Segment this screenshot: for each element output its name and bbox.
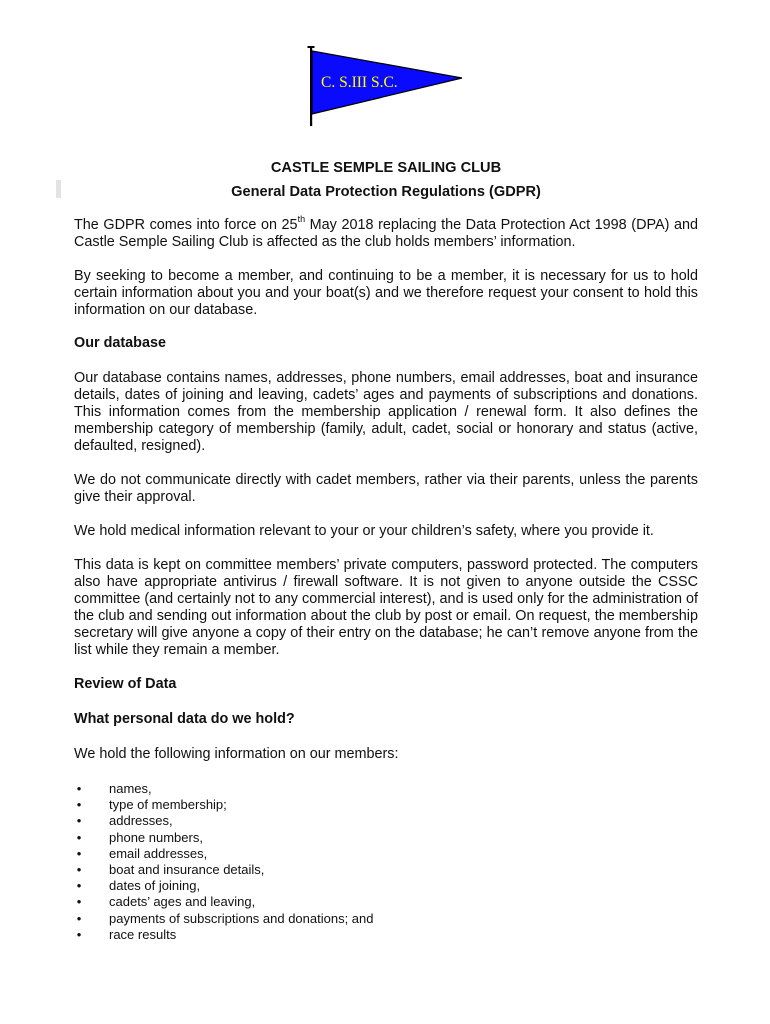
list-item: [74, 781, 698, 797]
list-item-text: email addresses,: [109, 845, 208, 861]
list-item: [74, 862, 698, 878]
list-item: [74, 927, 698, 943]
list-lead-text: We hold the following information on our members:: [74, 746, 399, 762]
bullet-icon: •: [76, 829, 82, 845]
held-data-list: [74, 781, 698, 943]
bullet-icon: •: [76, 878, 82, 894]
list-item-text: boat and insurance details,: [109, 862, 265, 878]
intro-paragraph-2: By seeking to become a member, and continuing to be a member, it is necessary for us to hold certain information about you and your boat(s) and we therefore request your consent to hold this information on our database.: [74, 268, 698, 318]
bullet-icon: •: [76, 845, 82, 861]
flag-lettering: C. S.III S.C.: [321, 74, 398, 91]
database-paragraph-4: This data is kept on committee members’ private computers, password protected. The computers also have appropriate antivirus / firewall software. It is not given to anyone outside the CSSC committee (and certainly not to any commercial interest), and is used only for the administration of the club and sending out information about the club by post or email. On request, the membership secretary will give anyone a copy of their entry on the database; he can’t remove anyone from the list while they remain a member.: [74, 557, 698, 658]
section-heading-database: Our database: [74, 335, 166, 351]
list-item: [74, 911, 698, 927]
list-item: [74, 894, 698, 910]
intro-paragraph-1: [74, 214, 698, 251]
ordinal-suffix: th: [297, 214, 306, 225]
document-title: CASTLE SEMPLE SAILING CLUB: [270, 160, 502, 176]
intro-text-start: The GDPR comes into force on 25: [74, 217, 298, 233]
document-body: [74, 160, 698, 943]
bullet-icon: •: [76, 797, 82, 813]
list-item-text: names,: [109, 781, 152, 796]
list-item: [74, 797, 698, 813]
list-item-text: type of membership;: [109, 797, 227, 813]
list-item-text: race results: [109, 926, 177, 942]
list-item-text: addresses,: [109, 813, 173, 829]
list-item-text: dates of joining,: [109, 878, 201, 894]
list-item-text: phone numbers,: [109, 829, 203, 845]
bullet-icon: •: [76, 813, 82, 829]
database-paragraph-3: We hold medical information relevant to your or your children’s safety, where you provide it.: [74, 523, 654, 539]
bullet-icon: •: [76, 862, 82, 878]
database-paragraph-1: Our database contains names, addresses, phone numbers, email addresses, boat and insurance details, dates of joining and leaving, cadets’ ages and payments of subscriptions and donations. This information comes from the membership application / renewal form. It also defines the membership category of membership (family, adult, cadet, social or honorary and status (active, defaulted, resigned).: [74, 370, 698, 454]
bullet-icon: •: [76, 910, 82, 926]
bullet-icon: •: [76, 894, 82, 910]
section-heading-review: Review of Data: [74, 676, 177, 692]
subheading-personal-data: What personal data do we hold?: [74, 711, 295, 727]
list-item: [74, 878, 698, 894]
list-item-text: payments of subscriptions and donations; and: [109, 910, 374, 926]
bullet-icon: •: [76, 926, 82, 942]
intro-text-end: May 2018 replacing the Data Protection Act 1998 (DPA) and Castle Semple Sailing Club is affected as the club holds members’ information.: [74, 217, 698, 250]
margin-mark: [56, 180, 61, 198]
document-subtitle: General Data Protection Regulations (GDPR): [231, 184, 541, 200]
list-item: [74, 830, 698, 846]
flag-pole-cap: [308, 46, 315, 48]
database-paragraph-2: We do not communicate directly with cadet members, rather via their parents, unless the parents give their approval.: [74, 472, 698, 505]
bullet-icon: •: [76, 781, 82, 796]
list-item-text: cadets’ ages and leaving,: [109, 894, 256, 910]
list-item: [74, 846, 698, 862]
list-item: [74, 813, 698, 829]
club-burgee-logo: [305, 44, 465, 126]
